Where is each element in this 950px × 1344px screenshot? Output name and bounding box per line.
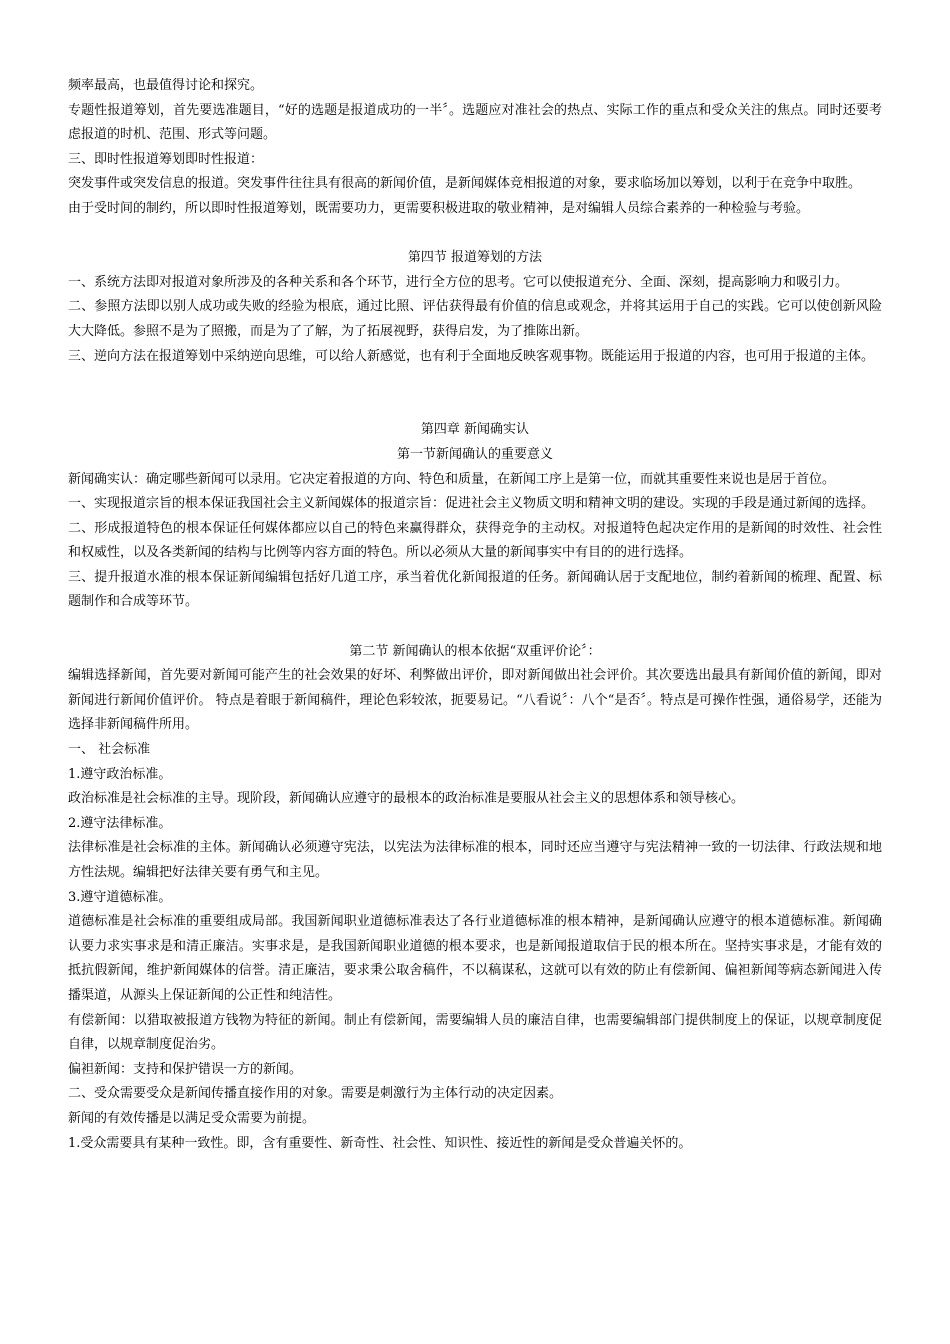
paragraph: 二、形成报道特色的根本保证任何媒体都应以自己的特色来赢得群众，获得竞争的主动权。对报道特色起决定作用的是新闻的时效性、社会性和权威性，以及各类新闻的结构与比例等内容方面的特色。所以必须从大量的新闻事实中有目的的进行选择。 [68, 520, 882, 561]
paragraph: 一、 社会标准 [68, 742, 151, 758]
paragraph: 政治标准是社会标准的主导。现阶段，新闻确认应遵守的最根本的政治标准是要服从社会主义的思想体系和领导核心。 [68, 791, 745, 807]
paragraph: 新闻确实认：确定哪些新闻可以录用。它决定着报道的方向、特色和质量，在新闻工序上是第一位，而就其重要性来说也是居于首位。 [68, 471, 836, 487]
paragraph: 3.遵守道德标准。 [68, 889, 172, 905]
paragraph: 道德标准是社会标准的重要组成局部。我国新闻职业道德标准表达了各行业道德标准的根本精神，是新闻确认应遵守的根本道德标准。新闻确认要力求实事求是和清正廉洁。实事求是，是我国新闻职业道德的根本要求，也是新闻报道取信于民的根本所在。坚持实事求是，才能有效的抵抗假新闻，维护新闻媒体的信誉。清正廉洁，要求秉公取舍稿件，不以稿谋私，这就可以有效的防止有偿新闻、偏袒新闻等病态新闻进入传播渠道，从源头上保证新闻的公正性和纯洁性。 [68, 914, 882, 1003]
section-heading: 第四节 报道筹划的方法 [407, 250, 543, 266]
paragraph: 新闻的有效传播是以满足受众需要为前提。 [68, 1110, 316, 1126]
blank-line [68, 222, 882, 247]
blank-line [68, 394, 882, 419]
paragraph: 法律标准是社会标准的主体。新闻确认必须遵守宪法，以宪法为法律标准的根本，同时还应当遵守与宪法精神一致的一切法律、行政法规和地方性法规。编辑把好法律关要有勇气和主见。 [68, 840, 882, 880]
paragraph: 编辑选择新闻，首先要对新闻可能产生的社会效果的好坏、利弊做出评价，即对新闻做出社会评价。其次要选出最具有新闻价值的新闻，即对新闻进行新闻价值评价。 特点是着眼于新闻稿件，理论色彩较浓，扼要易记。“八看说〞：八个“是否〞。特点是可操作性强，通俗易学，还能为选择非新闻稿件所用。 [68, 668, 882, 733]
paragraph: 1.受众需要具有某种一致性。即，含有重要性、新奇性、社会性、知识性、接近性的新闻是受众普遍关怀的。 [68, 1135, 692, 1151]
paragraph: 频率最高，也最值得讨论和探究。 [68, 78, 264, 93]
paragraph: 专题性报道筹划，首先要选准题目，“好的选题是报道成功的一半〞。选题应对准社会的热点、实际工作的重点和受众关注的焦点。同时还要考虑报道的时机、范围、形式等问题。 [68, 102, 882, 143]
paragraph: 二、受众需要受众是新闻传播直接作用的对象。需要是刺激行为主体行动的决定因素。 [68, 1086, 563, 1102]
paragraph: 由于受时间的制约，所以即时性报道筹划，既需要功力，更需要积极进取的敬业精神，是对编辑人员综合素养的一种检验与考验。 [68, 200, 810, 216]
paragraph: 二、参照方法即以别人成功或失败的经验为根底，通过比照、评估获得最有价值的信息或观念，并将其运用于自己的实践。它可以使创新风险大大降低。参照不是为了照搬，而是为了了解，为了拓展视野，获得启发，为了推陈出新。 [68, 299, 882, 339]
blank-line [68, 615, 882, 640]
paragraph: 偏袒新闻：支持和保护错误一方的新闻。 [68, 1061, 303, 1077]
paragraph: 三、提升报道水准的根本保证新闻编辑包括好几道工序，承当着优化新闻报道的任务。新闻确认居于支配地位，制约着新闻的梳理、配置、标题制作和合成等环节。 [68, 569, 882, 610]
paragraph: 1.遵守政治标准。 [68, 766, 172, 782]
section-heading: 第四章 新闻确实认 [420, 422, 530, 438]
paragraph: 2.遵守法律标准。 [68, 815, 172, 831]
section-heading: 第二节 新闻确认的根本依据“双重评价论〞： [349, 643, 601, 659]
paragraph: 突发事件或突发信息的报道。突发事件往往具有很高的新闻价值，是新闻媒体竞相报道的对象，要求临场加以筹划，以利于在竞争中取胜。 [68, 176, 862, 192]
section-heading: 第一节新闻确认的重要意义 [396, 446, 553, 462]
paragraph: 三、逆向方法在报道筹划中采纳逆向思维，可以给人新感觉，也有利于全面地反映客观事物。既能运用于报道的内容，也可用于报道的主体。 [68, 348, 875, 364]
paragraph: 三、即时性报道筹划即时性报道： [68, 151, 264, 167]
paragraph: 一、系统方法即对报道对象所涉及的各种关系和各个环节，进行全方位的思考。它可以使报道充分、全面、深刻，提高影响力和吸引力。 [68, 274, 849, 290]
blank-line [68, 369, 882, 394]
paragraph: 一、实现报道宗旨的根本保证我国社会主义新闻媒体的报道宗旨：促进社会主义物质文明和精神文明的建设。实现的手段是通过新闻的选择。 [68, 496, 875, 512]
paragraph: 有偿新闻：以猎取被报道方钱物为特征的新闻。制止有偿新闻，需要编辑人员的廉洁自律，也需要编辑部门提供制度上的保证，以规章制度促自律，以规章制度促治劣。 [68, 1012, 882, 1053]
